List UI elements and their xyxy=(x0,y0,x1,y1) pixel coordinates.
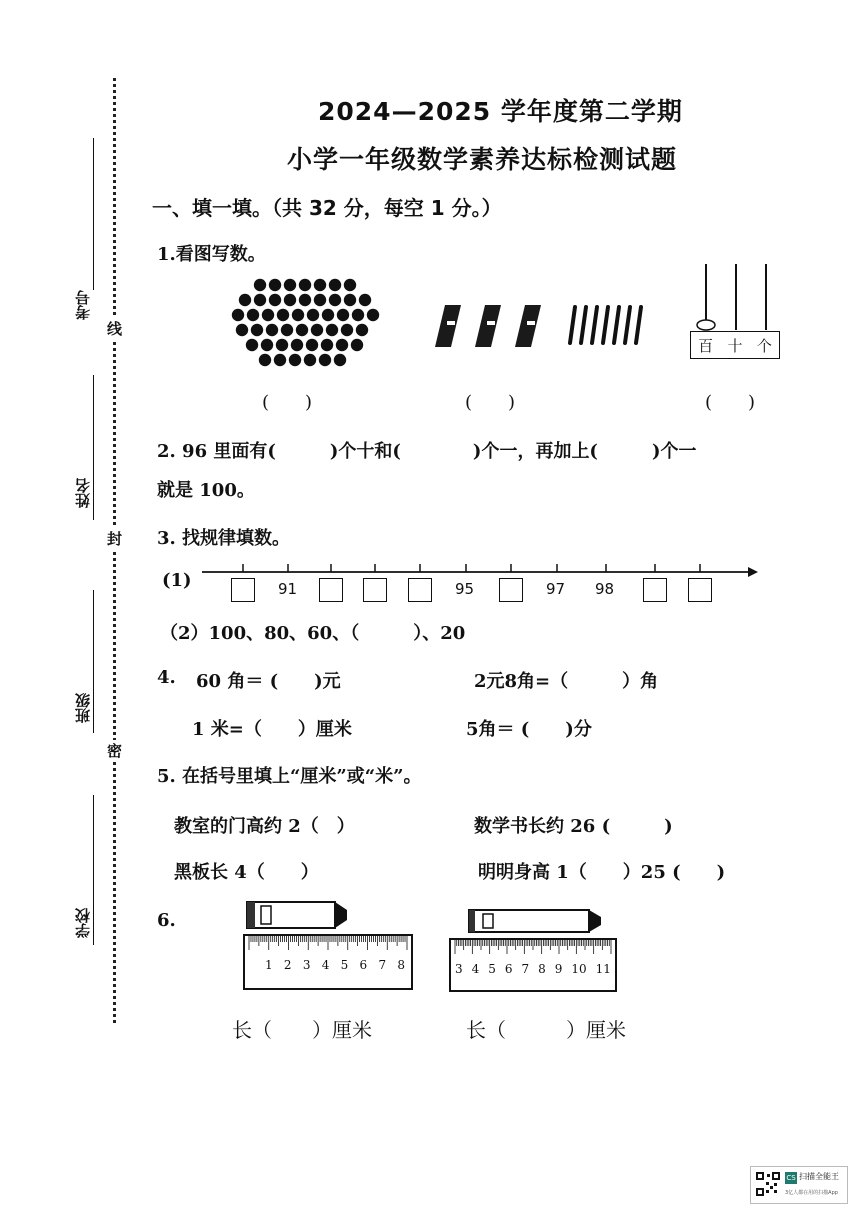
q4-item-1: 60 角＝ ( )元 xyxy=(196,671,341,692)
numberline-box-5[interactable] xyxy=(499,578,523,602)
dot xyxy=(239,294,251,306)
ruler-2-number: 7 xyxy=(521,962,530,976)
q6-answer-1: 长（ ）厘米 xyxy=(232,1018,372,1042)
ruler-2-numbers xyxy=(455,962,611,976)
ruler-1-number: 4 xyxy=(321,958,330,972)
ruler-1-number: 7 xyxy=(378,958,387,972)
dot xyxy=(337,309,349,321)
dot xyxy=(236,324,248,336)
dot xyxy=(299,294,311,306)
dot xyxy=(359,294,371,306)
ruler-2-ticks xyxy=(451,940,615,962)
ruler-crayon-1 xyxy=(243,898,413,990)
ruler-1-numbers xyxy=(265,958,405,972)
dot xyxy=(276,339,288,351)
section1-heading: 一、填一填。（共 32 分，每空 1 分。） xyxy=(152,196,502,220)
dot xyxy=(259,354,271,366)
dot xyxy=(291,339,303,351)
ruler-2-number: 11 xyxy=(595,962,611,976)
q3-label: 3. 找规律填数。 xyxy=(157,528,291,549)
dot xyxy=(329,279,341,291)
dot xyxy=(289,354,301,366)
q6-label: 6. xyxy=(157,910,176,931)
ruler-2-number: 9 xyxy=(554,962,563,976)
school-line xyxy=(93,795,94,945)
class-line xyxy=(93,590,94,733)
ruler-2-number: 10 xyxy=(571,962,587,976)
q4-item-3: 1 米=（ ）厘米 xyxy=(192,719,352,740)
binding-dotted-line xyxy=(113,78,116,1023)
numberline-value-98: 98 xyxy=(595,580,615,598)
ruler-1-number: 6 xyxy=(359,958,368,972)
abacus-hundreds-label: 百 xyxy=(698,336,714,355)
dots-cluster-image xyxy=(230,275,380,370)
abacus-tens-label: 十 xyxy=(727,336,743,355)
q4-label: 4. xyxy=(157,667,176,688)
page-title-line2: 小学一年级数学素养达标检测试题 xyxy=(287,145,678,174)
number-line xyxy=(200,558,760,608)
q1-label: 1.看图写数。 xyxy=(157,244,266,265)
dot xyxy=(269,279,281,291)
numberline-value-97: 97 xyxy=(546,580,566,598)
ruler-2-number: 3 xyxy=(455,962,463,976)
exam-number-line xyxy=(93,138,94,290)
q2-line2: 就是 100。 xyxy=(157,480,255,501)
abacus-rods xyxy=(690,262,782,332)
dot xyxy=(247,309,259,321)
page-title-line1: 2024—2025 学年度第二学期 xyxy=(318,97,683,126)
dot xyxy=(262,309,274,321)
dot xyxy=(326,324,338,336)
dot xyxy=(356,324,368,336)
q5-item-2: 数学书长约 26 ( ) xyxy=(474,816,673,837)
numberline-box-3[interactable] xyxy=(363,578,387,602)
numberline-box-1[interactable] xyxy=(231,578,255,602)
dot xyxy=(277,309,289,321)
binding-mark-secret: 密 xyxy=(107,742,123,760)
q5-label: 5. 在括号里填上“厘米”或“米”。 xyxy=(157,766,422,787)
dot xyxy=(351,339,363,351)
dot xyxy=(322,309,334,321)
dot xyxy=(232,309,244,321)
qr-code-icon xyxy=(755,1171,781,1197)
crayon-2-image xyxy=(465,906,605,936)
binding-mark-seal: 封 xyxy=(107,530,123,548)
dot xyxy=(284,279,296,291)
dot xyxy=(251,324,263,336)
dot xyxy=(344,279,356,291)
dot xyxy=(246,339,258,351)
ruler-crayon-2 xyxy=(449,906,619,992)
dot xyxy=(334,354,346,366)
dot xyxy=(319,354,331,366)
scanner-watermark xyxy=(750,1166,848,1204)
q4-item-4: 5角＝ ( )分 xyxy=(466,719,592,740)
abacus xyxy=(690,262,782,362)
dot xyxy=(266,324,278,336)
dot xyxy=(274,354,286,366)
dot xyxy=(311,324,323,336)
dot xyxy=(344,294,356,306)
name-label: 姓名 xyxy=(74,478,92,508)
q3-sub1-label: (1) xyxy=(162,570,192,591)
school-label: 学校 xyxy=(74,908,92,938)
ruler-2-number: 4 xyxy=(471,962,480,976)
q1-answer-blank-1[interactable]: ( ) xyxy=(262,392,313,413)
dot xyxy=(306,339,318,351)
scanner-name: 扫描全能王 xyxy=(799,1172,839,1181)
dot xyxy=(304,354,316,366)
q3-sub2: （2）100、80、60、（ ）、20 xyxy=(160,623,466,644)
dot xyxy=(341,324,353,336)
dot xyxy=(292,309,304,321)
dot xyxy=(314,294,326,306)
ruler-2-number: 5 xyxy=(488,962,496,976)
q4-item-2: 2元8角=（ ）角 xyxy=(474,671,659,692)
ruler-1-ticks xyxy=(245,936,411,960)
q1-answer-blank-2[interactable]: ( ) xyxy=(465,392,516,413)
dot xyxy=(269,294,281,306)
numberline-box-6[interactable] xyxy=(643,578,667,602)
binding-mark-line: 线 xyxy=(107,320,123,338)
ruler-1 xyxy=(243,934,413,990)
ruler-2-number: 6 xyxy=(504,962,513,976)
dot xyxy=(329,294,341,306)
ruler-1-number: 5 xyxy=(340,958,349,972)
abacus-ones-label: 个 xyxy=(756,336,772,355)
dot xyxy=(296,324,308,336)
numberline-box-4[interactable] xyxy=(408,578,432,602)
bundled-sticks-image xyxy=(425,295,655,355)
name-line xyxy=(93,375,94,520)
ruler-2-number: 8 xyxy=(538,962,546,976)
dot xyxy=(307,309,319,321)
class-label: 班级 xyxy=(74,693,92,723)
q2-line1: 2. 96 里面有( )个十和( )个一，再加上( )个一 xyxy=(157,441,697,462)
ruler-1-number: 1 xyxy=(265,958,273,972)
dot xyxy=(284,294,296,306)
dot xyxy=(299,279,311,291)
dot xyxy=(281,324,293,336)
numberline-value-91: 91 xyxy=(278,580,298,598)
dot xyxy=(321,339,333,351)
q5-item-1: 教室的门高约 2（ ） xyxy=(174,816,355,837)
numberline-value-95: 95 xyxy=(455,580,475,598)
q5-item-4: 明明身高 1（ ）25 ( ) xyxy=(478,862,726,883)
dot xyxy=(261,339,273,351)
dot xyxy=(254,294,266,306)
dot xyxy=(352,309,364,321)
dot xyxy=(314,279,326,291)
numberline-box-7[interactable] xyxy=(688,578,712,602)
exam-number-label: 考号 xyxy=(74,290,92,320)
scanner-logo-icon: CS xyxy=(786,1174,796,1182)
ruler-1-number: 8 xyxy=(397,958,405,972)
ruler-1-number: 2 xyxy=(283,958,292,972)
q1-answer-blank-3[interactable]: ( ) xyxy=(705,392,756,413)
abacus-base xyxy=(690,331,780,359)
q5-item-3: 黑板长 4（ ） xyxy=(174,862,319,883)
ruler-1-number: 3 xyxy=(302,958,311,972)
numberline-box-2[interactable] xyxy=(319,578,343,602)
dot xyxy=(367,309,379,321)
scanner-tagline: 3亿人都在用的扫描App xyxy=(785,1190,838,1196)
dot xyxy=(336,339,348,351)
ruler-2 xyxy=(449,938,617,992)
q6-answer-2: 长（ ）厘米 xyxy=(466,1018,626,1042)
crayon-1-image xyxy=(243,898,353,932)
dot xyxy=(254,279,266,291)
